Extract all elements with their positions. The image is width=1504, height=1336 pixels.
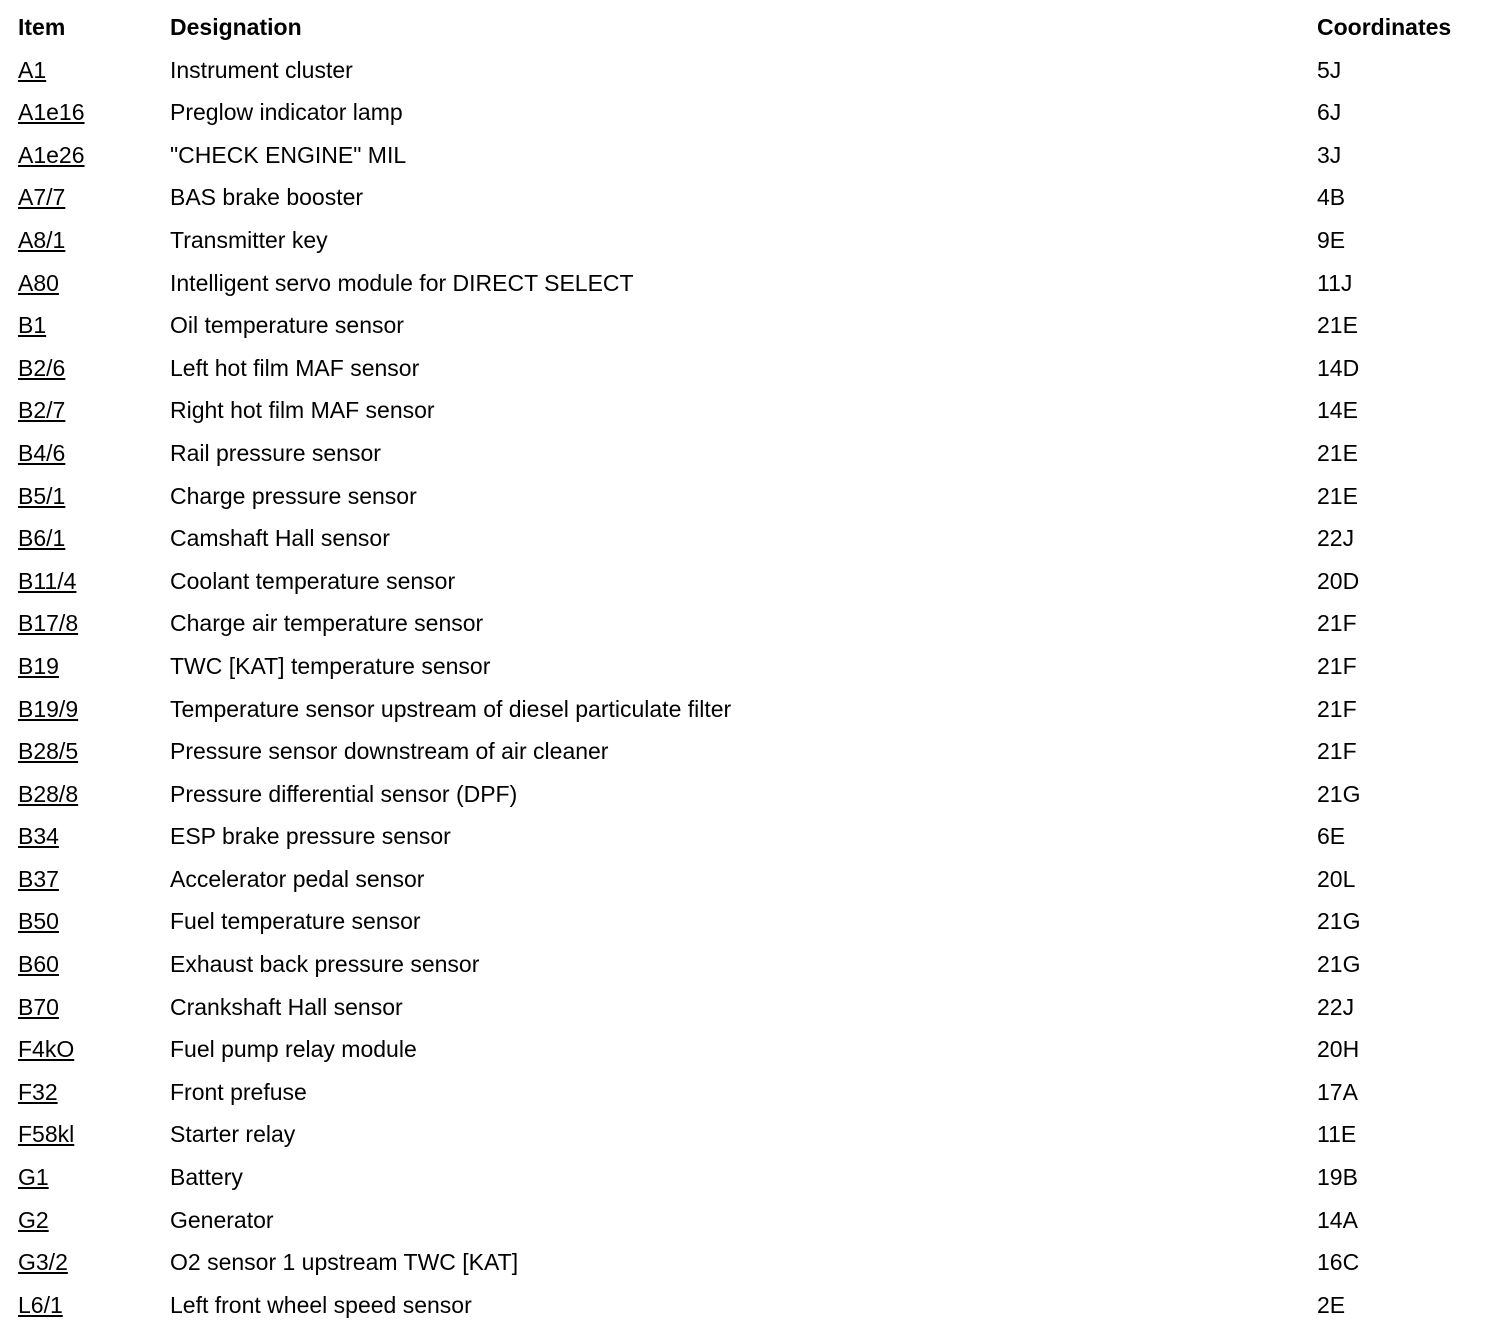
coordinates-cell: 4B — [1317, 184, 1346, 211]
table-row — [0, 986, 1504, 1029]
table-row — [0, 1113, 1504, 1156]
coordinates-cell: 21F — [1317, 652, 1357, 679]
table-row — [0, 688, 1504, 731]
designation-cell: O2 sensor 1 upstream TWC [KAT] — [170, 1249, 519, 1276]
designation-cell: Left hot film MAF sensor — [170, 354, 420, 381]
coordinates-cell: 21G — [1317, 951, 1361, 978]
table-row — [0, 943, 1504, 986]
designation-cell: Coolant temperature sensor — [170, 567, 456, 594]
table-row — [0, 517, 1504, 560]
item-link[interactable]: B11/4 — [18, 567, 77, 594]
item-link[interactable]: B2/6 — [18, 354, 66, 381]
table-row — [0, 773, 1504, 816]
coordinates-cell: 16C — [1317, 1249, 1360, 1276]
table-row — [0, 176, 1504, 219]
coordinates-cell: 21G — [1317, 908, 1361, 935]
designation-cell: Temperature sensor upstream of diesel particulate filter — [170, 695, 732, 722]
table-row — [0, 49, 1504, 92]
table-row — [0, 815, 1504, 858]
table-row — [0, 858, 1504, 901]
designation-cell: Charge pressure sensor — [170, 482, 417, 509]
designation-cell: BAS brake booster — [170, 184, 364, 211]
coordinates-cell: 5J — [1317, 56, 1342, 83]
coordinates-cell: 14D — [1317, 354, 1360, 381]
designation-cell: ESP brake pressure sensor — [170, 823, 451, 850]
table-row — [0, 560, 1504, 603]
item-link[interactable]: B60 — [18, 951, 59, 978]
item-link[interactable]: A7/7 — [18, 184, 66, 211]
item-link[interactable]: G2 — [18, 1206, 49, 1233]
designation-cell: Pressure sensor downstream of air cleaner — [170, 738, 609, 765]
table-row — [0, 1284, 1504, 1327]
coordinates-cell: 21F — [1317, 695, 1357, 722]
designation-cell: Fuel pump relay module — [170, 1036, 417, 1063]
designation-cell: Pressure differential sensor (DPF) — [170, 780, 518, 807]
item-link[interactable]: B28/8 — [18, 780, 79, 807]
coordinates-cell: 3J — [1317, 141, 1342, 168]
coordinates-cell: 21E — [1317, 482, 1358, 509]
coordinates-cell: 19B — [1317, 1164, 1358, 1191]
designation-cell: Starter relay — [170, 1121, 296, 1148]
coordinates-cell: 20D — [1317, 567, 1360, 594]
designation-cell: Generator — [170, 1206, 274, 1233]
table-row — [0, 389, 1504, 432]
table-row — [0, 1156, 1504, 1199]
coordinates-cell: 14E — [1317, 397, 1358, 424]
table-row — [0, 432, 1504, 475]
coordinates-cell: 6E — [1317, 823, 1346, 850]
item-link[interactable]: A1e26 — [18, 141, 85, 168]
table-row — [0, 1241, 1504, 1284]
coordinates-cell: 17A — [1317, 1078, 1358, 1105]
coordinates-cell: 22J — [1317, 993, 1355, 1020]
header-item: Item — [18, 14, 66, 40]
coordinates-cell: 20H — [1317, 1036, 1360, 1063]
designation-cell: Camshaft Hall sensor — [170, 525, 390, 552]
table-row — [0, 645, 1504, 688]
table-row — [0, 602, 1504, 645]
table-row — [0, 262, 1504, 305]
designation-cell: Fuel temperature sensor — [170, 908, 421, 935]
designation-cell: Front prefuse — [170, 1078, 307, 1105]
designation-cell: Intelligent servo module for DIRECT SELECT — [170, 269, 634, 296]
item-link[interactable]: F32 — [18, 1078, 58, 1105]
coordinates-cell: 22J — [1317, 525, 1355, 552]
coordinates-cell: 21F — [1317, 738, 1357, 765]
item-link[interactable]: B70 — [18, 993, 59, 1020]
designation-cell: Instrument cluster — [170, 56, 353, 83]
coordinates-cell: 9E — [1317, 226, 1346, 253]
designation-cell: Charge air temperature sensor — [170, 610, 484, 637]
table-row — [0, 219, 1504, 262]
table-header-row — [0, 6, 1504, 49]
designation-cell: Crankshaft Hall sensor — [170, 993, 403, 1020]
coordinates-cell: 11E — [1317, 1121, 1357, 1148]
table-row — [0, 475, 1504, 518]
table-row — [0, 91, 1504, 134]
table-row — [0, 1028, 1504, 1071]
coordinates-cell: 21E — [1317, 439, 1358, 466]
table-row — [0, 1071, 1504, 1114]
designation-cell: Battery — [170, 1164, 243, 1191]
table-row — [0, 347, 1504, 390]
item-link[interactable]: B19 — [18, 652, 59, 679]
designation-cell: Exhaust back pressure sensor — [170, 951, 480, 978]
coordinates-cell: 21E — [1317, 312, 1358, 339]
item-link[interactable]: B1 — [18, 312, 47, 339]
coordinates-cell: 21F — [1317, 610, 1357, 637]
item-link[interactable]: G3/2 — [18, 1249, 68, 1276]
table-row — [0, 1199, 1504, 1242]
item-link[interactable]: B34 — [18, 823, 59, 850]
table-row — [0, 304, 1504, 347]
item-link[interactable]: B2/7 — [18, 397, 66, 424]
item-link[interactable]: L6/1 — [18, 1291, 63, 1318]
designation-cell: Right hot film MAF sensor — [170, 397, 435, 424]
item-link[interactable]: B37 — [18, 865, 59, 892]
item-link[interactable]: F58kl — [18, 1121, 75, 1148]
designation-cell: Transmitter key — [170, 226, 328, 253]
item-link[interactable]: A1e16 — [18, 99, 85, 126]
header-coordinates: Coordinates — [1317, 14, 1452, 40]
coordinates-cell: 6J — [1317, 99, 1342, 126]
coordinates-cell: 14A — [1317, 1206, 1358, 1233]
coordinates-cell: 20L — [1317, 865, 1356, 892]
designation-cell: Accelerator pedal sensor — [170, 865, 425, 892]
item-link[interactable]: B28/5 — [18, 738, 79, 765]
item-link[interactable]: B17/8 — [18, 610, 79, 637]
coordinates-cell: 11J — [1317, 269, 1353, 296]
item-link[interactable]: A1 — [18, 56, 47, 83]
coordinates-cell: 2E — [1317, 1291, 1346, 1318]
coordinates-cell: 21G — [1317, 780, 1361, 807]
table-body — [0, 49, 1504, 1327]
item-link[interactable]: F4kO — [18, 1036, 75, 1063]
item-link[interactable]: A80 — [18, 269, 59, 296]
designation-cell: Preglow indicator lamp — [170, 99, 403, 126]
designation-cell: TWC [KAT] temperature sensor — [170, 652, 491, 679]
component-legend-table — [0, 6, 1504, 1326]
item-link[interactable]: G1 — [18, 1164, 49, 1191]
item-link[interactable]: B50 — [18, 908, 59, 935]
header-designation: Designation — [170, 14, 302, 40]
table-row — [0, 134, 1504, 177]
item-link[interactable]: A8/1 — [18, 226, 66, 253]
designation-cell: Oil temperature sensor — [170, 312, 404, 339]
designation-cell: "CHECK ENGINE" MIL — [170, 141, 407, 168]
item-link[interactable]: B19/9 — [18, 695, 79, 722]
item-link[interactable]: B5/1 — [18, 482, 66, 509]
item-link[interactable]: B6/1 — [18, 525, 66, 552]
table-row — [0, 900, 1504, 943]
table-row — [0, 730, 1504, 773]
designation-cell: Left front wheel speed sensor — [170, 1291, 472, 1318]
item-link[interactable]: B4/6 — [18, 439, 66, 466]
designation-cell: Rail pressure sensor — [170, 439, 381, 466]
